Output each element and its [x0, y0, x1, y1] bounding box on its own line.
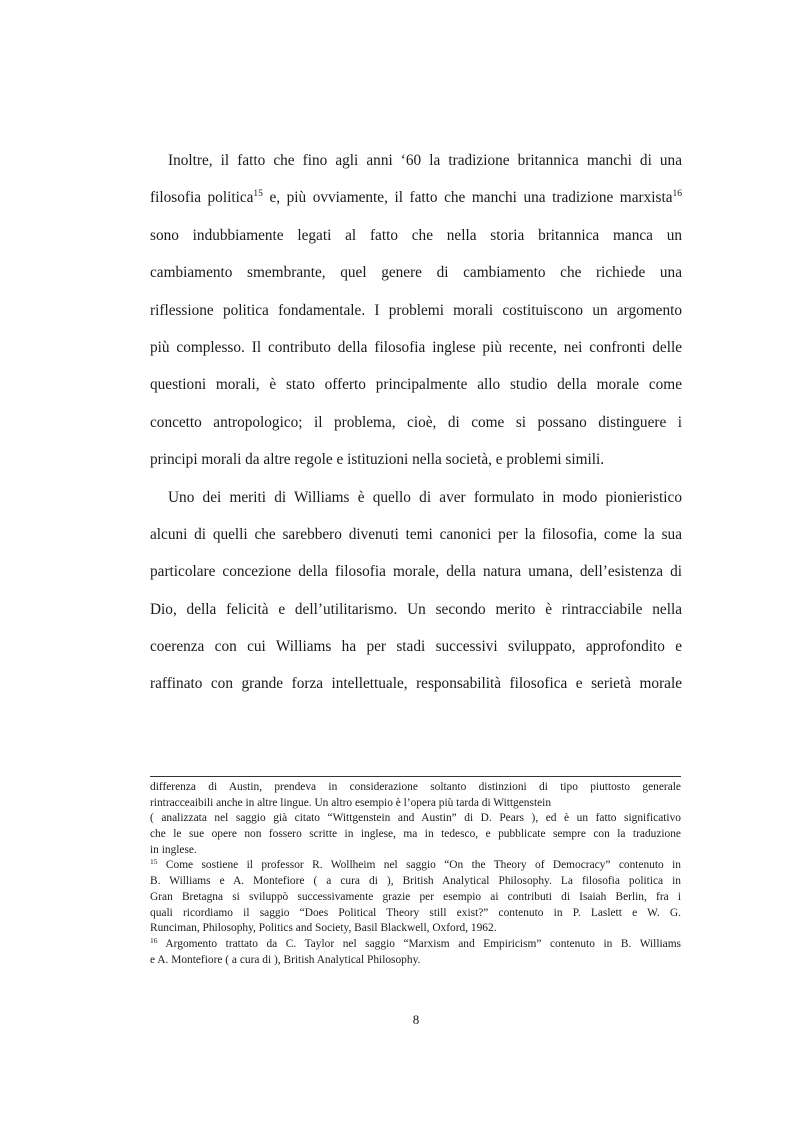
footnotes [150, 780, 681, 968]
body-line: Uno dei meriti di Williams è quello di aver formulato in modo pionieristico [168, 488, 682, 506]
footnote-ref-16[interactable]: 16 [672, 189, 682, 200]
footnote-line: ( analizzata nel saggio già citato “Wittgenstein and Austin” di D. Pears ), ed è un fatto significativo [150, 812, 681, 825]
footnote-separator [150, 776, 681, 777]
body-line: Inoltre, il fatto che fino agli anni ‘60 la tradizione britannica manchi di una [168, 152, 682, 169]
body-line: cambiamento smembrante, quel genere di cambiamento che richiede una [150, 264, 682, 282]
footnote-marker-16: 16 [150, 935, 158, 945]
footnote-ref-15[interactable]: 15 [253, 189, 263, 200]
footnote-line: in inglese. [150, 843, 197, 856]
body-text [150, 142, 682, 703]
footnote-16: $^{16}$ Argomento trattato da C. Taylor nel saggio “Marxism and Empiricism” contenuto in B. Williams [150, 935, 681, 950]
page-number: 8 [412, 1012, 420, 1027]
footnote-marker-15: 15 [150, 857, 158, 867]
footnote-line: quali ricordiamo il saggio “Does Political Theory still exist?” contenuto in P. Laslett e W. G. [150, 906, 681, 919]
footnote-15: $^{15}$ Come sostiene il professor R. Wollheim nel saggio “On the Theory of Democracy” contenuto in [150, 857, 681, 872]
body-line: principi morali da altre regole e istituzioni nella società, e problemi simili. [150, 451, 605, 469]
body-line: concetto antropologico; il problema, cioè, di come si possano distinguere i [150, 413, 682, 431]
body-line: particolare concezione della filosofia morale, della natura umana, dell’esistenza di [150, 563, 682, 581]
body-line: Dio, della felicità e dell’utilitarismo. Un secondo merito è rintracciabile nella [150, 600, 682, 618]
body-line: più complesso. Il contributo della filosofia inglese più recente, nei confronti delle [150, 338, 682, 356]
body-line: coerenza con cui Williams ha per stadi successivi sviluppato, approfondito e [150, 638, 682, 656]
footnote-line: B. Williams e A. Montefiore ( a cura di ), British Analytical Philosophy. La filosofia politica in [150, 875, 681, 888]
body-line: questioni morali, è stato offerto principalmente allo studio della morale come [150, 376, 682, 394]
body-line: filosofia politica$^{15}$ e, più ovviamente, il fatto che manchi una tradizione marxista$^{16}$ [150, 189, 682, 207]
body-line: raffinato con grande forza intellettuale, responsabilità filosofica e serietà morale [150, 675, 682, 693]
body-line: riflessione politica fondamentale. I problemi morali costituiscono un argomento [150, 301, 682, 319]
body-line: alcuni di quelli che sarebbero divenuti temi canonici per la filosofia, come la sua [150, 525, 682, 543]
footnote-line: differenza di Austin, prendeva in considerazione soltanto distinzioni di tipo piuttosto generale [150, 781, 681, 793]
footnote-line: Gran Bretagna si sviluppò successivamente grazie per esempio ai contributi di Isaiah Berlin, fra i [150, 890, 681, 903]
footnote-line: e A. Montefiore ( a cura di ), British Analytical Philosophy. [150, 953, 421, 966]
footnote-line: Runciman, Philosophy, Politics and Society, Basil Blackwell, Oxford, 1962. [150, 922, 497, 935]
footnote-line: che le sue opere non fossero scritte in inglese, ma in tedesco, e pubblicate sempre con la traduzione [150, 828, 681, 841]
footnote-line: rintracceaibili anche in altre lingue. Un altro esempio è l’opera più tarda di Wittgenstein [150, 796, 552, 809]
body-line: sono indubbiamente legati al fatto che nella storia britannica manca un [150, 226, 682, 244]
